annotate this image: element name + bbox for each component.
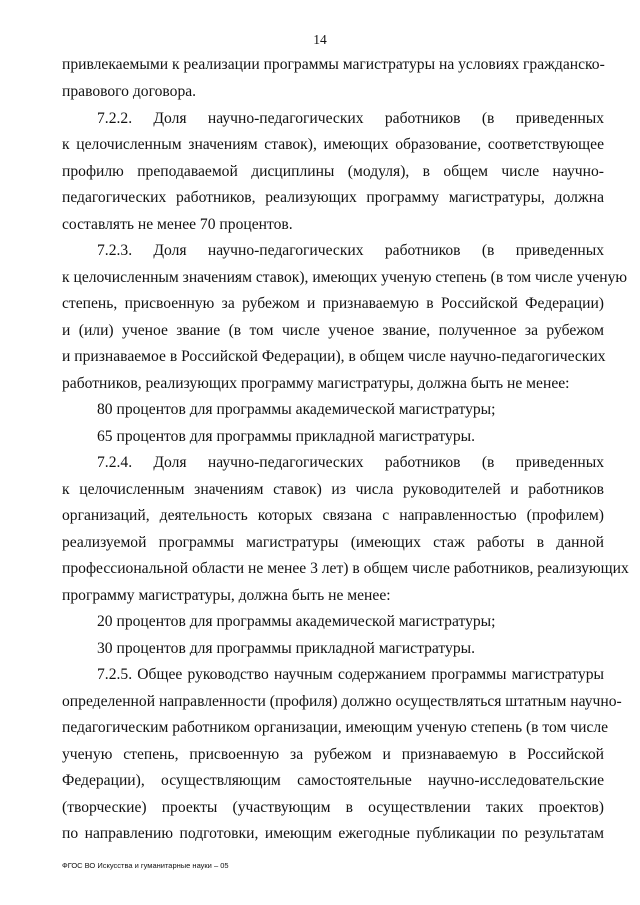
text-line: к целочисленным значениям ставок), имеющих образование, соответствующее [62, 136, 604, 153]
text-line: педагогическим работником организации, имеющим ученую степень (в том числе [62, 719, 609, 736]
text-line: 80 процентов для программы академической магистратуры; [97, 401, 496, 418]
page-number: 14 [313, 32, 327, 47]
text-line: реализуемой программы магистратуры (имеющих стаж работы в данной [62, 534, 604, 551]
text-line: 7.2.5. Общее руководство научным содержанием программы магистратуры [97, 666, 604, 683]
text-line: по направлению подготовки, имеющим ежегодные публикации по результатам [62, 825, 604, 842]
document-footer: ФГОС ВО Искусства и гуманитарные науки – 05 [62, 861, 229, 870]
text-line: организаций, деятельность которых связана с направленностью (профилем) [62, 507, 604, 524]
text-line: 30 процентов для программы прикладной магистратуры. [97, 640, 475, 657]
text-line: правового договора. [62, 83, 197, 100]
text-line: составлять не менее 70 процентов. [62, 216, 293, 233]
text-line: профессиональной области не менее 3 лет) в общем числе работников, реализующих [62, 560, 629, 577]
text-line: работников, реализующих программу магистратуры, должна быть не менее: [62, 375, 570, 392]
text-line: ученую степень, присвоенную за рубежом и признаваемую в Российской [62, 746, 604, 763]
text-line: профилю преподаваемой дисциплины (модуля), в общем числе научно- [62, 163, 604, 180]
text-line: 20 процентов для программы академической магистратуры; [97, 613, 496, 630]
text-line: и (или) ученое звание (в том числе ученое звание, полученное за рубежом [62, 322, 604, 339]
text-line: 7.2.2. Доля научно-педагогических работников (в приведенных [97, 110, 604, 127]
text-line: и признаваемое в Российской Федерации), в общем числе научно-педагогических [62, 348, 606, 365]
text-line: Федерации), осуществляющим самостоятельные научно-исследовательские [62, 772, 604, 789]
text-line: 7.2.3. Доля научно-педагогических работников (в приведенных [97, 242, 604, 259]
text-line: программу магистратуры, должна быть не менее: [62, 587, 391, 604]
text-line: 7.2.4. Доля научно-педагогических работников (в приведенных [97, 454, 604, 471]
text-line: к целочисленным значениям ставок) из числа руководителей и работников [62, 481, 604, 498]
text-line: (творческие) проекты (участвующим в осуществлении таких проектов) [62, 799, 604, 816]
text-line: педагогических работников, реализующих программу магистратуры, должна [62, 189, 604, 206]
text-line: 65 процентов для программы прикладной магистратуры. [97, 428, 475, 445]
text-line: степень, присвоенную за рубежом и признаваемую в Российской Федерации) [62, 295, 604, 312]
text-line: определенной направленности (профиля) должно осуществляться штатным научно- [62, 693, 622, 710]
text-line: к целочисленным значениям ставок), имеющих ученую степень (в том числе ученую [62, 269, 628, 286]
text-line: привлекаемыми к реализации программы магистратуры на условиях гражданско- [62, 56, 605, 73]
